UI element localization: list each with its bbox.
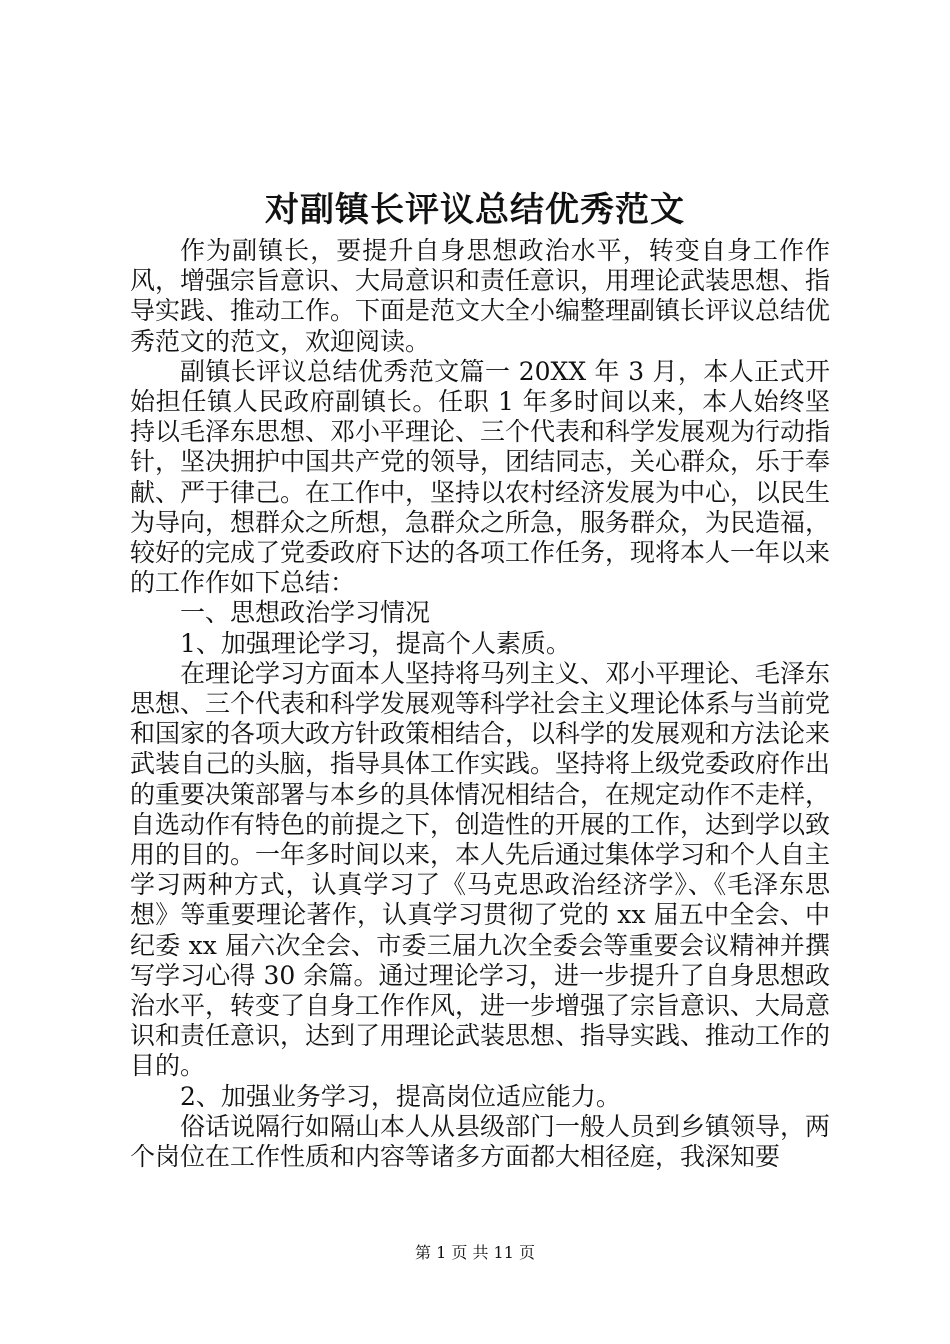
subsection-heading: 1、加强理论学习，提高个人素质。 [180,628,571,658]
document-title: 对副镇长评议总结优秀范文 [265,190,685,230]
paragraph-business-study: 俗话说隔行如隔山本人从县级部门一般人员到乡镇领导，两个岗位在工作性质和内容等诸多方面都大相径庭，我深知要 [130,1111,831,1172]
section-heading: 一、思想政治学习情况 [180,598,431,628]
document-body [130,236,830,1172]
paragraph-article-one: 副镇长评议总结优秀范文篇一 20XX 年 3 月，本人正式开始担任镇人民政府副镇长。任职 1 年多时间以来，本人始终坚持以毛泽东思想、邓小平理论、三个代表和科学发展观为行动指针，坚决拥护中国共产党的领导，团结同志，关心群众，乐于奉献、严于律己。在工作中，坚持以农村经济发展为中心，以民生为导向，想群众之所想，急群众之所急，服务群众，为民造福，较好的完成了党委政府下达的各项工作任务，现将本人一年以来的工作作如下总结： [130,356,831,598]
page-footer: 第 1 页 共 11 页 [415,1243,535,1262]
paragraph-intro: 作为副镇长，要提升自身思想政治水平，转变自身工作作风，增强宗旨意识、大局意识和责任意识，用理论武装思想、指导实践、推动工作。下面是范文大全小编整理副镇长评议总结优秀范文的范文，欢迎阅读。 [130,236,831,356]
paragraph-theory-study: 在理论学习方面本人坚持将马列主义、邓小平理论、毛泽东思想、三个代表和科学发展观等科学社会主义理论体系与当前党和国家的各项大政方针政策相结合，以科学的发展观和方法论来武装自己的头脑，指导具体工作实践。坚持将上级党委政府作出的重要决策部署与本乡的具体情况相结合，在规定动作不走样，自选动作有特色的前提之下，创造性的开展的工作，达到学以致用的目的。一年多时间以来，本人先后通过集体学习和个人自主学习两种方式，认真学习了《马克思政治经济学》、《毛泽东思想》等重要理论著作，认真学习贯彻了党的 xx 届五中全会、中纪委 xx 届六次全会、市委三届九次全委会等重要会议精神并撰写学习心得 30 余篇。通过理论学习，进一步提升了自身思想政治水平，转变了自身工作作风，进一步增强了宗旨意识、大局意识和责任意识，达到了用理论武装思想、指导实践、推动工作的目的。 [130,658,831,1081]
subsection-heading: 2、加强业务学习，提高岗位适应能力。 [180,1081,621,1111]
